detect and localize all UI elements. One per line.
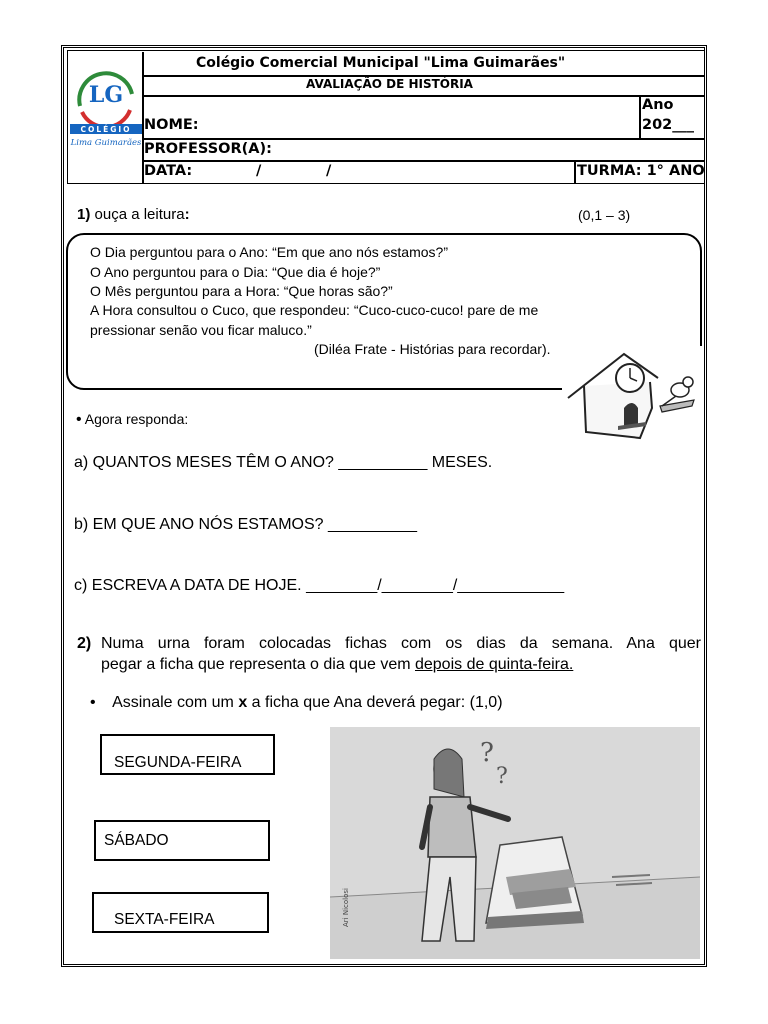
reading-line: O Ano perguntou para o Dia: “Que dia é hoje?” (90, 264, 381, 280)
question-1b: b) EM QUE ANO NÓS ESTAMOS? __________ (74, 516, 417, 533)
option-label: SÁBADO (104, 832, 169, 849)
question-2 (77, 635, 91, 653)
header-rule (142, 160, 705, 162)
option-label: SEXTA-FEIRA (114, 911, 215, 928)
teacher-label: PROFESSOR(A): (144, 141, 272, 157)
instruction-text: Assinale com um (112, 694, 239, 711)
reading-source: (Diléa Frate - Histórias para recordar). (314, 341, 551, 357)
reading-line: pressionar senão vou ficar maluco.” (90, 322, 312, 338)
school-logo (70, 62, 142, 152)
reading-line: A Hora consultou o Cuco, que respondeu: “Cuco-cuco-cuco! pare de me (90, 302, 539, 318)
question-1a: a) QUANTOS MESES TÊM O ANO? __________ MESES. (74, 454, 493, 471)
name-label: NOME: (144, 117, 199, 133)
question-colon: : (184, 206, 190, 223)
header-rule (639, 95, 641, 138)
option-card[interactable] (100, 734, 275, 775)
question-2-text: pegar a ficha que representa o dia que vem (101, 656, 415, 673)
svg-text:Lima Guimarães: Lima Guimarães (70, 138, 142, 148)
exam-title: AVALIAÇÃO DE HISTÓRIA (306, 77, 473, 91)
answer-prompt-text: Agora responda: (84, 411, 189, 427)
date-separator: / (326, 163, 332, 179)
question-number: 2) (77, 635, 92, 652)
option-card[interactable] (94, 820, 270, 861)
reading-line: O Mês perguntou para a Hora: “Que horas são?” (90, 283, 393, 299)
question-2-line-2 (101, 656, 573, 674)
illustration-credit: Ari Nicolosi (342, 888, 350, 927)
instruction-text: a ficha que Ana deverá pegar: (1,0) (247, 694, 503, 711)
option-card[interactable] (92, 892, 269, 933)
question-score: (0,1 – 3) (578, 207, 631, 223)
question-1c: c) ESCREVA A DATA DE HOJE. ________/________/____________ (74, 577, 565, 594)
school-logo-mark (70, 62, 142, 152)
answer-prompt (76, 411, 188, 429)
year-label: Ano (642, 97, 674, 113)
question-2-instruction (90, 694, 503, 712)
cuckoo-clock-icon (562, 346, 702, 446)
school-name: Colégio Comercial Municipal "Lima Guimarães" (196, 55, 566, 71)
bullet-icon: • (90, 694, 96, 711)
header-rule (142, 95, 705, 97)
instruction-mark: x (238, 694, 248, 711)
header-rule (142, 138, 705, 140)
header-rule (574, 160, 576, 184)
question-instruction: ouça a leitura (94, 206, 185, 223)
question-2-line-1: Numa urna foram colocadas fichas com os dias da semana. Ana quer (101, 635, 701, 652)
date-separator: / (256, 163, 262, 179)
urn-illustration (330, 727, 700, 959)
option-label: SEGUNDA-FEIRA (114, 754, 242, 771)
girl-with-urn-illustration (330, 727, 700, 959)
bullet-icon: • (76, 411, 82, 428)
svg-text:?: ? (480, 738, 494, 768)
date-label: DATA: (144, 163, 193, 179)
question-1 (77, 206, 190, 223)
question-number: 1) (77, 206, 91, 223)
year-value: 202___ (642, 117, 695, 133)
svg-text:LG: LG (88, 82, 124, 108)
svg-text:COLÉGIO: COLÉGIO (80, 125, 132, 134)
svg-text:?: ? (496, 764, 508, 789)
class-label: TURMA: 1° ANO (577, 163, 705, 179)
cuckoo-clock-illustration (562, 346, 702, 446)
question-2-emphasis: depois de quinta-feira. (414, 656, 574, 673)
reading-line: O Dia perguntou para o Ano: “Em que ano nós estamos?” (90, 244, 448, 260)
